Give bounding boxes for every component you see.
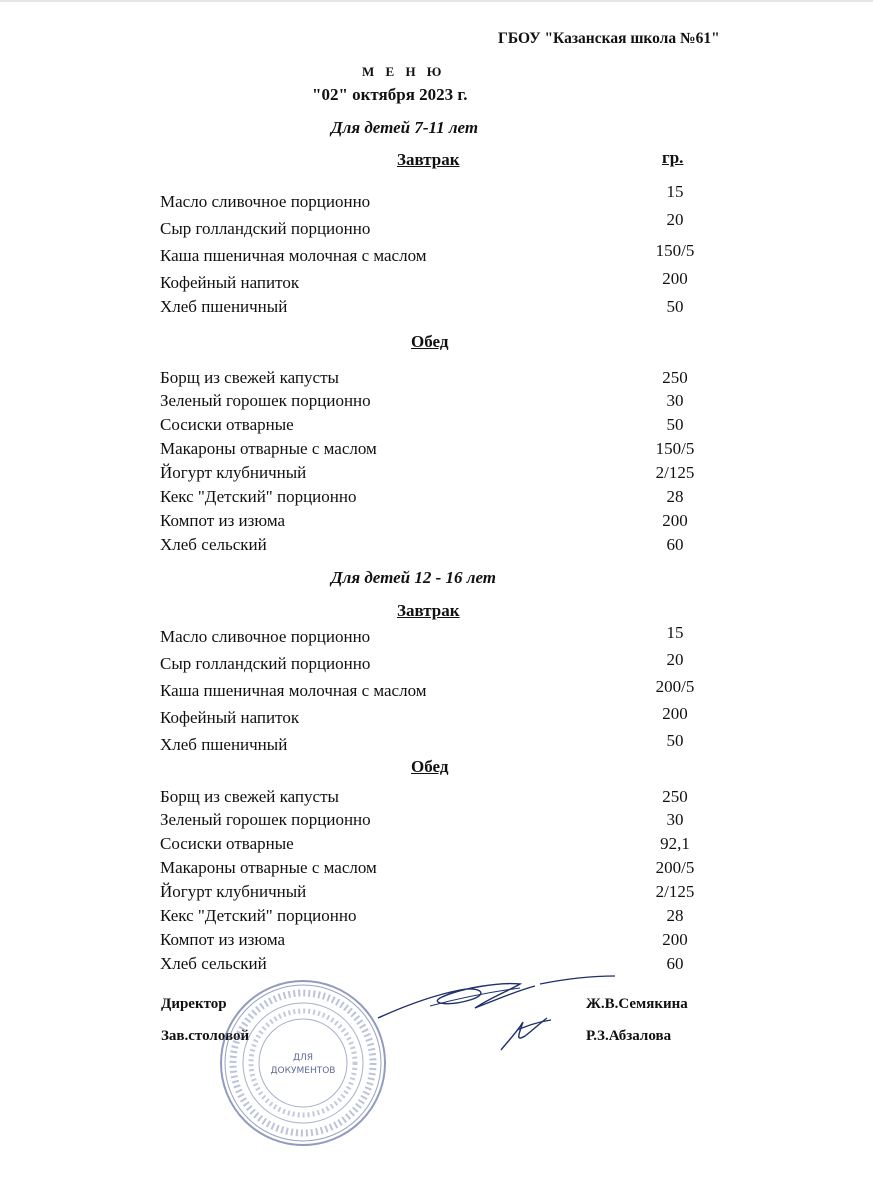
menu-item: Каша пшеничная молочная с маслом	[160, 246, 427, 265]
menu-qty: 50	[666, 731, 684, 750]
menu-item: Йогурт клубничный	[160, 882, 307, 901]
canteen-signature	[495, 1010, 555, 1055]
official-stamp	[218, 978, 388, 1148]
menu-qty: 60	[666, 954, 684, 973]
menu-item: Сыр голландский порционно	[160, 219, 371, 238]
menu-item: Зеленый горошек порционно	[160, 810, 371, 829]
menu-qty: 28	[666, 906, 684, 925]
canteen-label: Зав.столовой	[161, 1028, 250, 1044]
menu-qty: 50	[666, 415, 684, 434]
stamp-text-line-1: ДЛЯ	[292, 1053, 314, 1063]
group-title: Для детей 7-11 лет	[331, 118, 479, 137]
stamp-text-line-2: ДОКУМЕНТОВ	[270, 1066, 336, 1076]
menu-qty: 200	[662, 511, 688, 530]
menu-qty: 60	[666, 535, 684, 554]
menu-qty: 250	[662, 368, 688, 387]
director-label: Директор	[161, 996, 227, 1012]
menu-item: Кофейный напиток	[160, 708, 300, 727]
menu-qty: 200/5	[655, 677, 695, 696]
menu-qty: 30	[666, 391, 684, 410]
menu-qty: 92,1	[660, 834, 690, 853]
menu-item: Хлеб сельский	[160, 535, 267, 554]
menu-qty: 200	[662, 930, 688, 949]
school-name: ГБОУ "Казанская школа №61"	[498, 30, 720, 47]
menu-qty: 15	[666, 623, 684, 642]
menu-item: Хлеб пшеничный	[160, 735, 288, 754]
menu-item: Хлеб пшеничный	[160, 297, 288, 316]
menu-item: Кофейный напиток	[160, 273, 300, 292]
menu-item: Макароны отварные с маслом	[160, 858, 377, 877]
canteen-name: Р.З.Абзалова	[586, 1028, 672, 1044]
menu-qty: 15	[666, 182, 684, 201]
menu-qty: 200	[662, 704, 688, 723]
menu-item: Каша пшеничная молочная с маслом	[160, 681, 427, 700]
menu-qty: 250	[662, 787, 688, 806]
menu-item: Сосиски отварные	[160, 834, 294, 853]
section-title-lunch: Обед	[411, 757, 449, 776]
menu-item: Зеленый горошек порционно	[160, 391, 371, 410]
menu-item: Макароны отварные с маслом	[160, 439, 377, 458]
menu-item: Борщ из свежей капусты	[160, 787, 339, 806]
unit-header: гр.	[662, 148, 684, 167]
menu-item: Масло сливочное порционно	[160, 192, 371, 211]
section-title-lunch: Обед	[411, 332, 449, 351]
menu-qty: 200/5	[655, 858, 695, 877]
menu-qty: 200	[662, 269, 688, 288]
menu-qty: 30	[666, 810, 684, 829]
menu-qty: 2/125	[655, 463, 695, 482]
menu-item: Хлеб сельский	[160, 954, 267, 973]
section-title-breakfast: Завтрак	[397, 601, 460, 620]
menu-qty: 20	[666, 650, 684, 669]
menu-qty: 150/5	[655, 241, 695, 260]
menu-item: Масло сливочное порционно	[160, 627, 371, 646]
menu-item: Компот из изюма	[160, 511, 286, 530]
menu-item: Борщ из свежей капусты	[160, 368, 339, 387]
menu-qty: 150/5	[655, 439, 695, 458]
scan-edge	[0, 0, 873, 2]
menu-item: Компот из изюма	[160, 930, 286, 949]
menu-title: М Е Н Ю	[362, 64, 446, 79]
menu-qty: 28	[666, 487, 684, 506]
group-title: Для детей 12 - 16 лет	[331, 568, 497, 587]
menu-item: Йогурт клубничный	[160, 463, 307, 482]
section-title-breakfast: Завтрак	[397, 150, 460, 169]
menu-date: "02" октября 2023 г.	[312, 85, 468, 104]
menu-item: Сосиски отварные	[160, 415, 294, 434]
menu-item: Сыр голландский порционно	[160, 654, 371, 673]
director-name: Ж.В.Семякина	[586, 996, 688, 1012]
menu-item: Кекс "Детский" порционно	[160, 487, 357, 506]
menu-item: Кекс "Детский" порционно	[160, 906, 357, 925]
menu-qty: 50	[666, 297, 684, 316]
menu-qty: 2/125	[655, 882, 695, 901]
menu-qty: 20	[666, 210, 684, 229]
